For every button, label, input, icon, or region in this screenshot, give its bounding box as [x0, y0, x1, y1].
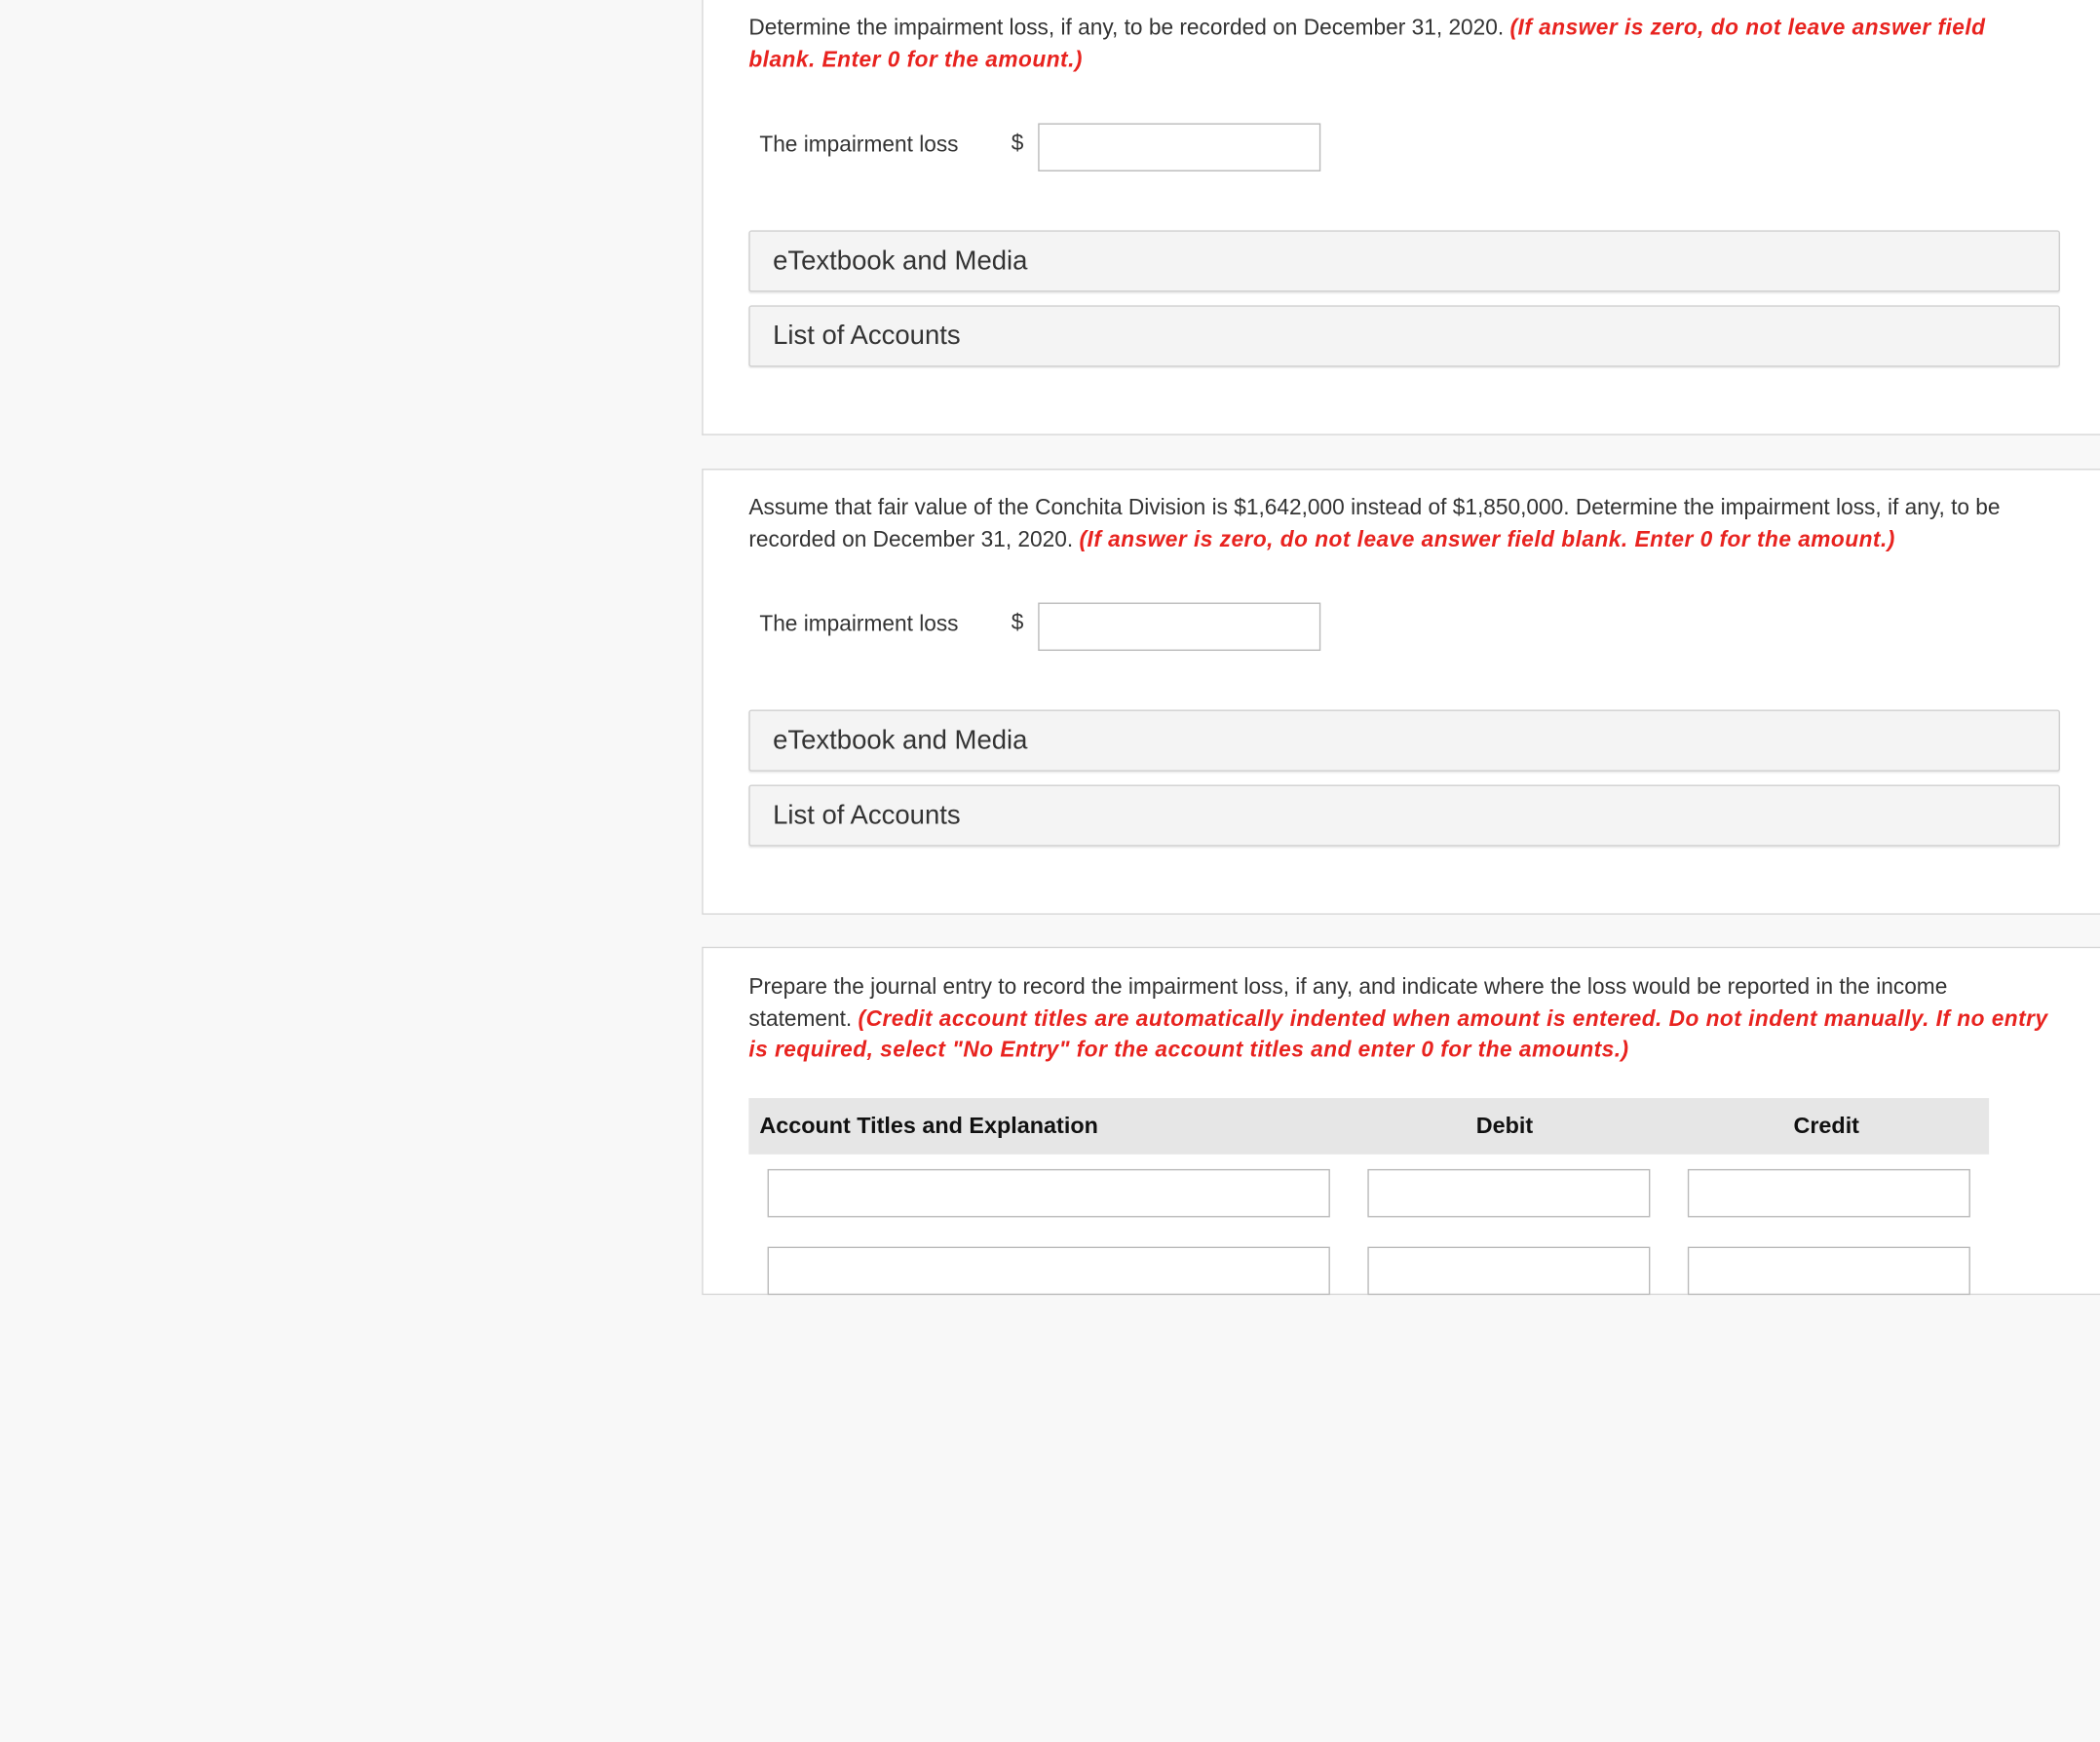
question-card-impairment — [702, 0, 2100, 436]
impairment-loss-label: The impairment loss — [759, 612, 959, 636]
debit-input[interactable] — [1367, 1247, 1650, 1295]
credit-input[interactable] — [1688, 1247, 1970, 1295]
impairment-loss-input[interactable] — [1038, 123, 1320, 170]
debit-input[interactable] — [1367, 1169, 1650, 1217]
question-prompt — [748, 493, 2054, 556]
list-of-accounts-button[interactable]: List of Accounts — [748, 305, 2060, 366]
impairment-loss-label: The impairment loss — [759, 133, 959, 157]
prompt-text: Determine the impairment loss, if any, to be recorded on December 31, 2020. — [748, 16, 1505, 41]
prompt-hint: (Credit account titles are automatically indented when amount is entered. Do not indent manually. If no entry is required, select "No Entry" for the account titles and enter 0 for the amounts.) — [748, 1005, 2048, 1062]
question-card-alternate-fair-value — [702, 469, 2100, 915]
list-of-accounts-button[interactable]: List of Accounts — [748, 784, 2060, 846]
etextbook-media-button[interactable]: eTextbook and Media — [748, 709, 2060, 771]
table-row — [704, 1247, 2100, 1295]
prompt-hint: (If answer is zero, do not leave answer field blank. Enter 0 for the amount.) — [1079, 526, 1895, 551]
impairment-loss-row — [759, 123, 1349, 170]
question-prompt — [748, 14, 2054, 77]
impairment-loss-row — [759, 603, 1349, 651]
etextbook-media-button[interactable]: eTextbook and Media — [748, 230, 2060, 291]
prompt-text: Prepare the journal entry to record the impairment loss, if any, and indicate where the loss would be reported in the income statement. — [748, 974, 1948, 1031]
header-account-titles: Account Titles and Explanation — [759, 1113, 1098, 1139]
header-credit: Credit — [1793, 1113, 1859, 1139]
question-card-journal-entry — [702, 947, 2100, 1295]
prompt-hint: (If answer is zero, do not leave answer field blank. Enter 0 for the amount.) — [748, 16, 1986, 72]
dollar-sign: $ — [1011, 610, 1024, 635]
header-debit: Debit — [1475, 1113, 1534, 1139]
table-row — [704, 1169, 2100, 1217]
journal-table-header — [748, 1098, 1989, 1155]
question-prompt — [748, 972, 2054, 1067]
account-title-input[interactable] — [768, 1169, 1330, 1217]
impairment-loss-input[interactable] — [1038, 603, 1320, 651]
account-title-input[interactable] — [768, 1247, 1330, 1295]
dollar-sign: $ — [1011, 131, 1024, 156]
prompt-text: Assume that fair value of the Conchita Division is $1,642,000 instead of $1,850,000. Determine the impairment loss, if any, to be recorded on December 31, 2020. — [748, 495, 2001, 551]
credit-input[interactable] — [1688, 1169, 1970, 1217]
